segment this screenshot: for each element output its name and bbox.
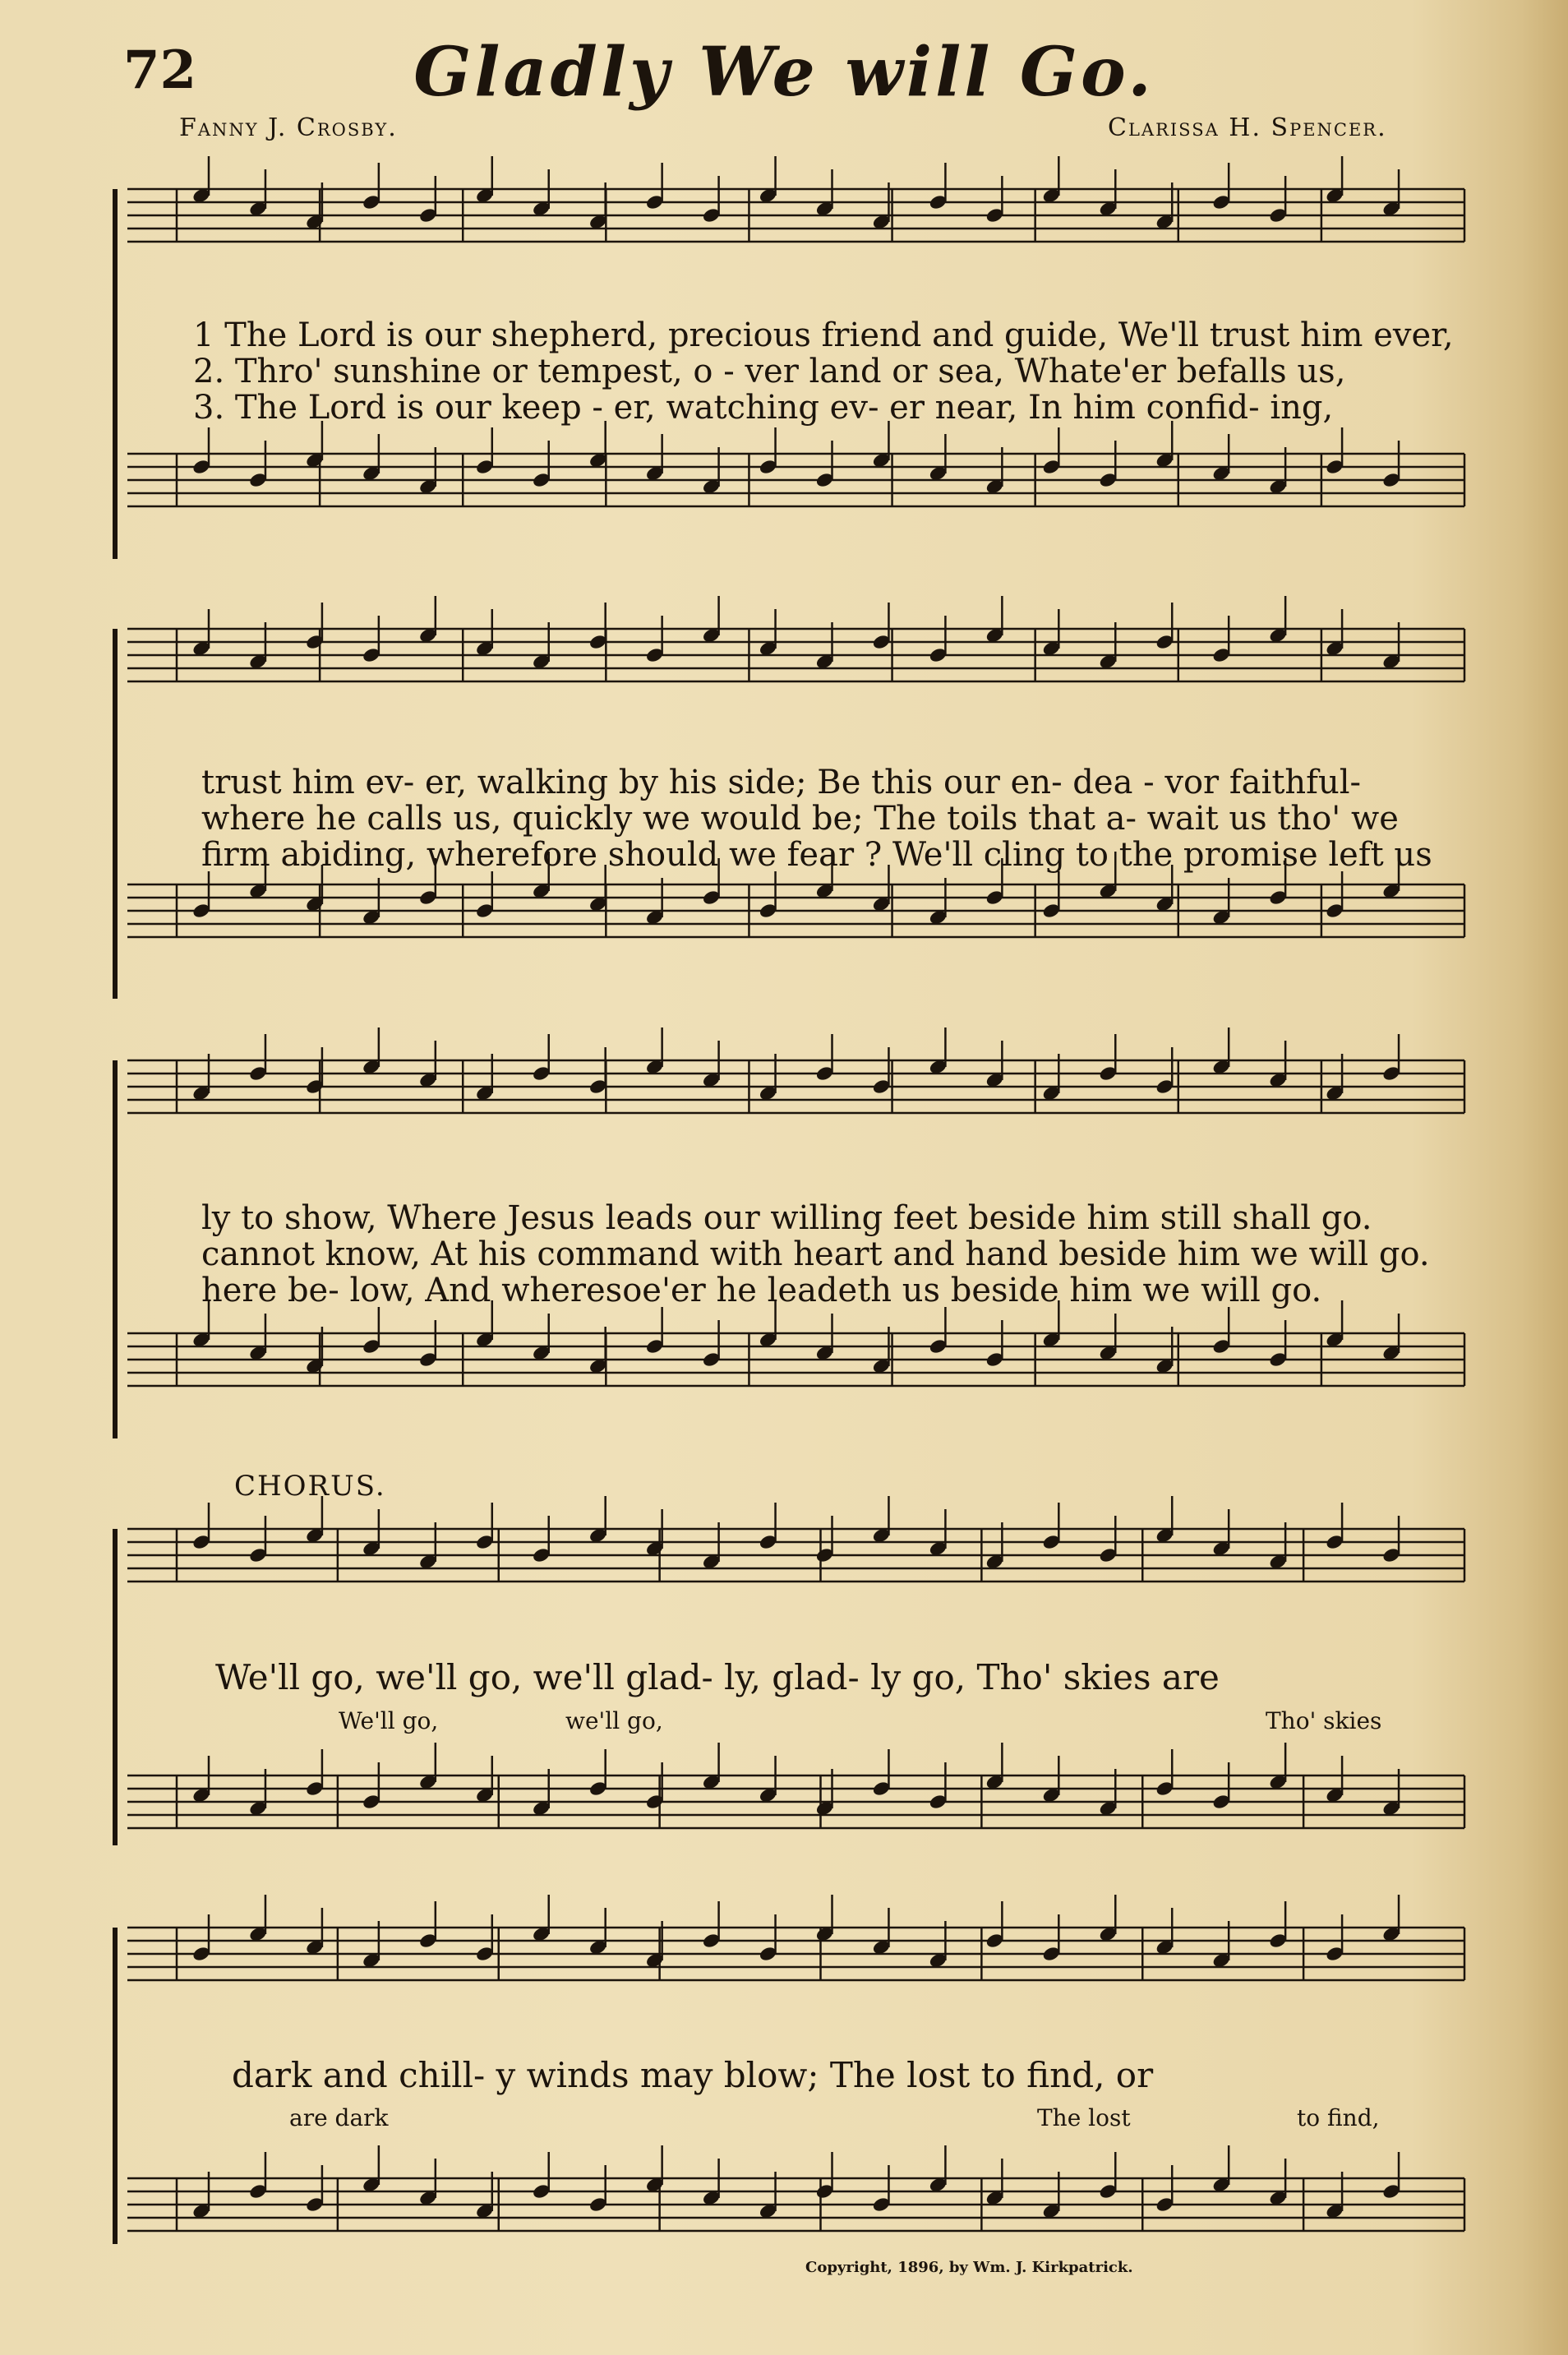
hymn-title: Gladly We will Go.: [413, 33, 1155, 112]
verse-1-line: 1 The Lord is our shepherd, precious friend and guide, We'll trust him ever,: [193, 316, 1454, 354]
verse-lyrics-system-2: [201, 764, 1568, 873]
chorus-label: CHORUS.: [234, 1470, 386, 1503]
chorus-alto-text: are dark: [289, 2104, 389, 2131]
verse-lyrics-system-3: [201, 1200, 1568, 1309]
chorus-alto-text: we'll go,: [565, 1707, 663, 1734]
chorus-lyrics-line-2: dark and chill- y winds may blow; The lost to find, or: [232, 2055, 1154, 2095]
verse-2-line: 2. Thro' sunshine or tempest, o - ver land or sea, Whate'er befalls us,: [193, 353, 1346, 390]
verse-lyrics-system-1: [193, 317, 1568, 426]
verse-2-line: where he calls us, quickly we would be; The toils that a- wait us tho' we: [201, 800, 1399, 838]
verse-1-line: trust him ev- er, walking by his side; Be this our en- dea - vor faithful-: [201, 764, 1362, 801]
chorus-alto-text: We'll go,: [339, 1707, 439, 1734]
verse-3-line: 3. The Lord is our keep - er, watching ev- er near, In him confid- ing,: [193, 389, 1334, 427]
verse-3-line: here be- low, And wheresoe'er he leadeth us beside him we will go.: [201, 1272, 1322, 1309]
chorus-alto-text: to find,: [1297, 2104, 1380, 2131]
verse-2-line: cannot know, At his command with heart and hand beside him we will go.: [201, 1235, 1430, 1273]
composer-credit: Clarissa H. Spencer.: [1108, 113, 1387, 142]
page-number: 72: [123, 39, 197, 101]
lyricist-credit: Fanny J. Crosby.: [179, 113, 398, 142]
verse-3-line: firm abiding, wherefore should we fear ? We'll cling to the promise left us: [201, 836, 1432, 874]
copyright-notice: Copyright, 1896, by Wm. J. Kirkpatrick.: [805, 2259, 1133, 2276]
chorus-alto-text: Tho' skies: [1266, 1707, 1382, 1734]
verse-1-line: ly to show, Where Jesus leads our willing feet beside him still shall go.: [201, 1199, 1372, 1237]
chorus-lyrics-line-1: We'll go, we'll go, we'll glad- ly, glad- ly go, Tho' skies are: [215, 1657, 1220, 1697]
chorus-alto-text: The lost: [1037, 2104, 1131, 2131]
